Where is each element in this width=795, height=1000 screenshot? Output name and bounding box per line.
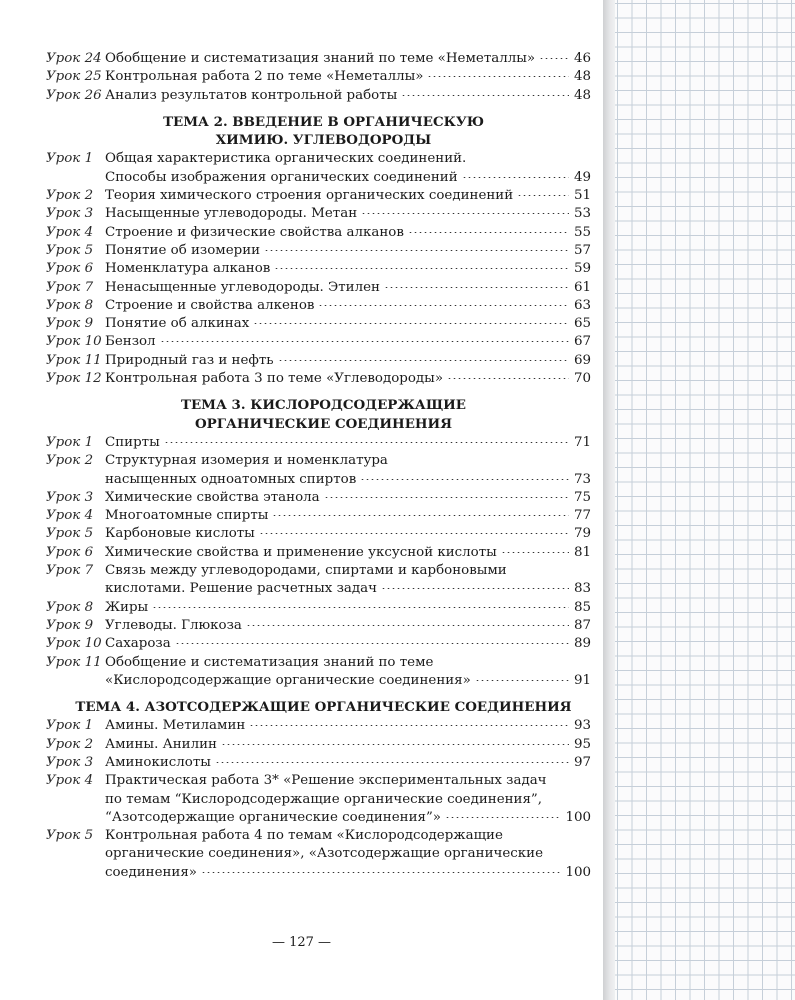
dot-leader: [381, 588, 569, 589]
lesson-title: по темам “Кислородсодержащие органические соединения”,: [105, 791, 543, 807]
toc-entry: [46, 333, 591, 351]
lesson-label: Урок 4: [46, 224, 94, 240]
lesson-line: [105, 544, 591, 562]
dot-leader: [324, 497, 569, 498]
lesson-line: [105, 242, 591, 260]
lesson-title: кислотами. Решение расчетных задач: [105, 581, 377, 597]
lesson-line: [105, 736, 591, 754]
dot-leader: [259, 533, 569, 534]
lesson-title: Природный газ и нефть: [105, 352, 274, 368]
lesson-title: Сахароза: [105, 636, 171, 652]
dot-leader: [475, 680, 569, 681]
page-ref: 57: [573, 242, 591, 258]
toc-entry: [46, 50, 591, 68]
lesson-line: [105, 489, 591, 507]
lesson-text: [105, 50, 591, 68]
page-ref: 91: [573, 672, 591, 688]
toc-entry: [46, 507, 591, 525]
lesson-line: [105, 864, 591, 882]
lesson-line: [105, 224, 591, 242]
lesson-line: [105, 187, 591, 205]
dot-leader: [361, 213, 569, 214]
lesson-text: [105, 599, 591, 617]
lesson-line: [105, 471, 591, 489]
dot-leader: [539, 58, 569, 59]
lesson-label: Урок 3: [46, 206, 94, 222]
lesson-title: соединения»: [105, 864, 197, 880]
lesson-title: “Азотсодержащие органические соединения”»: [105, 809, 441, 825]
lesson-label: Урок 9: [46, 316, 94, 332]
lesson-line: [105, 297, 591, 315]
lesson-label: Урок 4: [46, 773, 94, 789]
lesson-title: Спирты: [105, 434, 160, 450]
lesson-label: Урок 26: [46, 87, 102, 103]
lesson-text: [105, 489, 591, 507]
lesson-text: [105, 260, 591, 278]
lesson-title: Обобщение и систематизация знаний по теме «Неметаллы»: [105, 51, 536, 66]
lesson-line: [105, 672, 591, 690]
lesson-title: Понятие об алкинах: [105, 316, 250, 332]
lesson-line: [105, 87, 591, 105]
page-ref: 75: [573, 489, 591, 505]
lesson-title: Обобщение и систематизация знаний по теме: [105, 654, 434, 670]
lesson-title: Общая характеристика органических соединений.: [105, 151, 467, 167]
lesson-label: Урок 5: [46, 526, 94, 542]
toc-entry: [46, 87, 591, 105]
lesson-title: Углеводы. Глюкоза: [105, 617, 242, 633]
toc-entry: [46, 279, 591, 297]
toc-entry: [46, 525, 591, 543]
toc-entry: [46, 68, 591, 86]
dot-leader: [501, 552, 569, 553]
lesson-title: Строение и физические свойства алканов: [105, 224, 404, 240]
lesson-label: Урок 3: [46, 754, 94, 770]
lesson-label: Урок 6: [46, 261, 94, 277]
lesson-line: [105, 617, 591, 635]
dot-leader: [249, 725, 569, 726]
lesson-title: органические соединения», «Азотсодержащие органические: [105, 846, 543, 862]
toc-entry: [46, 242, 591, 260]
toc-entry: [46, 150, 591, 187]
lesson-text: [105, 297, 591, 315]
page-ref: 51: [573, 188, 591, 204]
lesson-line: [105, 279, 591, 297]
section-title: [46, 396, 591, 433]
page-ref: 63: [573, 297, 591, 313]
lesson-label: Урок 24: [46, 51, 102, 66]
lesson-title: Амины. Метиламин: [105, 718, 246, 734]
page-ref: 73: [573, 471, 591, 487]
grid-paper: [615, 0, 795, 1000]
page-ref: 85: [573, 599, 591, 615]
lesson-line: [105, 507, 591, 525]
lesson-text: [105, 279, 591, 297]
lesson-label: Урок 25: [46, 69, 102, 85]
lesson-text: [105, 224, 591, 242]
lesson-line: [105, 791, 591, 809]
lesson-title: Номенклатура алканов: [105, 261, 271, 277]
dot-leader: [517, 195, 569, 196]
page-ref: 69: [573, 352, 591, 368]
lesson-text: [105, 68, 591, 86]
dot-leader: [201, 872, 561, 873]
page-ref: 59: [573, 261, 591, 277]
page-ref: 48: [573, 69, 591, 85]
lesson-title: Понятие об изомерии: [105, 242, 261, 258]
lesson-label: Урок 9: [46, 617, 94, 633]
lesson-title: Контрольная работа 3 по теме «Углеводороды»: [105, 371, 444, 387]
dot-leader: [445, 817, 561, 818]
dot-leader: [360, 479, 569, 480]
lesson-line: [105, 370, 591, 388]
lesson-line: [105, 525, 591, 543]
lesson-label: Урок 1: [46, 434, 94, 450]
lesson-line: [105, 809, 591, 827]
lesson-label: Урок 7: [46, 563, 94, 579]
page-ref: 61: [573, 279, 591, 295]
lesson-label: Урок 1: [46, 718, 94, 734]
page-ref: 89: [573, 636, 591, 652]
lesson-text: [105, 242, 591, 260]
dot-leader: [274, 268, 569, 269]
toc-entry: [46, 352, 591, 370]
page-ref: 100: [565, 809, 591, 825]
lesson-title: Жиры: [105, 599, 149, 615]
lesson-title: Бензол: [105, 334, 156, 350]
lesson-text: [105, 754, 591, 772]
lesson-text: [105, 333, 591, 351]
lesson-title: Строение и свойства алкенов: [105, 297, 315, 313]
page-number: — 127 —: [271, 935, 332, 950]
section-title-line: ХИМИЮ. УГЛЕВОДОРОДЫ: [215, 132, 432, 149]
dot-leader: [427, 76, 569, 77]
lesson-label: Урок 8: [46, 297, 94, 313]
lesson-title: Теория химического строения органических соединений: [105, 188, 514, 204]
lesson-line: [105, 150, 591, 168]
lesson-text: [105, 544, 591, 562]
lesson-line: [105, 772, 591, 790]
page-ref: 87: [573, 617, 591, 633]
lesson-text: [105, 617, 591, 635]
lesson-label: Урок 7: [46, 279, 94, 295]
toc-entry: [46, 434, 591, 452]
toc-entry: [46, 599, 591, 617]
lesson-title: Насыщенные углеводороды. Метан: [105, 206, 358, 222]
lesson-title: Амины. Анилин: [105, 736, 217, 752]
lesson-title: Контрольная работа 4 по темам «Кислородсодержащие: [105, 828, 503, 844]
dot-leader: [272, 515, 569, 516]
toc-entry: [46, 370, 591, 388]
lesson-line: [105, 580, 591, 598]
page-ref: 67: [573, 334, 591, 350]
lesson-text: [105, 187, 591, 205]
lesson-text: [105, 736, 591, 754]
lesson-line: [105, 717, 591, 735]
table-of-contents: [46, 50, 591, 882]
dot-leader: [462, 177, 569, 178]
page-ref: 93: [573, 718, 591, 734]
section-title-line: ОРГАНИЧЕСКИЕ СОЕДИНЕНИЯ: [194, 415, 453, 432]
dot-leader: [401, 95, 569, 96]
lesson-line: [105, 827, 591, 845]
toc-entry: [46, 827, 591, 882]
page-ref: 95: [573, 736, 591, 752]
page-ref: 77: [573, 508, 591, 524]
lesson-text: [105, 434, 591, 452]
toc-entry: [46, 224, 591, 242]
lesson-title: Практическая работа 3* «Решение экспериментальных задач: [105, 773, 547, 789]
dot-leader: [318, 305, 569, 306]
lesson-label: Урок 2: [46, 188, 94, 204]
section-title-line: ТЕМА 3. КИСЛОРОДСОДЕРЖАЩИЕ: [181, 397, 466, 414]
page-ref: 46: [573, 51, 591, 66]
page-ref: 83: [573, 581, 591, 597]
lesson-line: [105, 315, 591, 333]
lesson-line: [105, 654, 591, 672]
lesson-line: [105, 352, 591, 370]
lesson-title: «Кислородсодержащие органические соединения»: [105, 672, 471, 688]
lesson-text: [105, 352, 591, 370]
page-ref: 79: [573, 526, 591, 542]
lesson-title: Ненасыщенные углеводороды. Этилен: [105, 279, 380, 295]
lesson-label: Урок 2: [46, 736, 94, 752]
lesson-line: [105, 50, 591, 68]
dot-leader: [246, 625, 569, 626]
lesson-label: Урок 2: [46, 453, 94, 469]
lesson-title: Связь между углеводородами, спиртами и карбоновыми: [105, 563, 507, 579]
lesson-line: [105, 205, 591, 223]
lesson-label: Урок 5: [46, 242, 94, 258]
lesson-label: Урок 10: [46, 334, 102, 350]
lesson-label: Урок 12: [46, 371, 102, 387]
dot-leader: [264, 250, 569, 251]
lesson-line: [105, 452, 591, 470]
toc-entry: [46, 187, 591, 205]
lesson-title: Химические свойства этанола: [105, 489, 320, 505]
lesson-label: Урок 11: [46, 352, 102, 368]
page-ref: 49: [573, 169, 591, 185]
toc-entry: [46, 452, 591, 489]
lesson-text: [105, 827, 591, 882]
page-ref: 81: [573, 544, 591, 560]
toc-entry: [46, 772, 591, 827]
lesson-text: [105, 205, 591, 223]
lesson-label: Урок 6: [46, 544, 94, 560]
lesson-line: [105, 68, 591, 86]
toc-entry: [46, 635, 591, 653]
lesson-title: Карбоновые кислоты: [105, 526, 255, 542]
lesson-text: [105, 772, 591, 827]
toc-entry: [46, 617, 591, 635]
page-ref: 71: [573, 434, 591, 450]
dot-leader: [253, 323, 569, 324]
lesson-title: Анализ результатов контрольной работы: [105, 87, 398, 103]
lesson-line: [105, 599, 591, 617]
toc-entry: [46, 315, 591, 333]
toc-entry: [46, 654, 591, 691]
page-edge-shadow: [603, 0, 615, 1000]
lesson-title: Многоатомные спирты: [105, 508, 269, 524]
dot-leader: [408, 232, 569, 233]
lesson-text: [105, 87, 591, 105]
lesson-line: [105, 333, 591, 351]
lesson-title: Структурная изомерия и номенклатура: [105, 453, 388, 469]
dot-leader: [384, 287, 569, 288]
dot-leader: [278, 360, 569, 361]
section-title: [46, 698, 591, 716]
lesson-title: Контрольная работа 2 по теме «Неметаллы»: [105, 69, 424, 85]
lesson-text: [105, 525, 591, 543]
lesson-label: Урок 11: [46, 654, 102, 670]
lesson-title: Способы изображения органических соединений: [105, 169, 458, 185]
section-title-line: ТЕМА 2. ВВЕДЕНИЕ В ОРГАНИЧЕСКУЮ: [163, 113, 484, 130]
toc-entry: [46, 717, 591, 735]
toc-entry: [46, 297, 591, 315]
section-title-line: ТЕМА 4. АЗОТСОДЕРЖАЩИЕ ОРГАНИЧЕСКИЕ СОЕДИНЕНИЯ: [75, 699, 572, 716]
page-ref: 100: [565, 864, 591, 880]
lesson-text: [105, 654, 591, 691]
lesson-line: [105, 562, 591, 580]
lesson-line: [105, 260, 591, 278]
lesson-text: [105, 150, 591, 187]
lesson-label: Урок 3: [46, 489, 94, 505]
dot-leader: [215, 762, 569, 763]
dot-leader: [221, 744, 569, 745]
lesson-text: [105, 717, 591, 735]
lesson-label: Урок 10: [46, 636, 102, 652]
section-title: [46, 113, 591, 150]
toc-entry: [46, 489, 591, 507]
lesson-title: Аминокислоты: [105, 754, 211, 770]
page-ref: 97: [573, 754, 591, 770]
dot-leader: [447, 378, 569, 379]
lesson-line: [105, 845, 591, 863]
page-ref: 65: [573, 316, 591, 332]
toc-entry: [46, 754, 591, 772]
lesson-text: [105, 452, 591, 489]
lesson-text: [105, 370, 591, 388]
lesson-line: [105, 754, 591, 772]
lesson-title: Химические свойства и применение уксусной кислоты: [105, 544, 497, 560]
lesson-line: [105, 434, 591, 452]
lesson-text: [105, 635, 591, 653]
lesson-line: [105, 169, 591, 187]
lesson-label: Урок 8: [46, 599, 94, 615]
lesson-text: [105, 562, 591, 599]
dot-leader: [164, 442, 569, 443]
toc-entry: [46, 260, 591, 278]
lesson-text: [105, 315, 591, 333]
lesson-label: Урок 4: [46, 508, 94, 524]
toc-entry: [46, 736, 591, 754]
lesson-label: Урок 1: [46, 151, 94, 167]
toc-entry: [46, 205, 591, 223]
toc-entry: [46, 562, 591, 599]
page-ref: 70: [573, 371, 591, 387]
page-ref: 48: [573, 87, 591, 103]
lesson-text: [105, 507, 591, 525]
lesson-title: насыщенных одноатомных спиртов: [105, 471, 357, 487]
dot-leader: [175, 643, 569, 644]
page-ref: 55: [573, 224, 591, 240]
toc-entry: [46, 544, 591, 562]
page-ref: 53: [573, 206, 591, 222]
dot-leader: [152, 607, 569, 608]
lesson-label: Урок 5: [46, 828, 94, 844]
lesson-line: [105, 635, 591, 653]
dot-leader: [160, 341, 569, 342]
